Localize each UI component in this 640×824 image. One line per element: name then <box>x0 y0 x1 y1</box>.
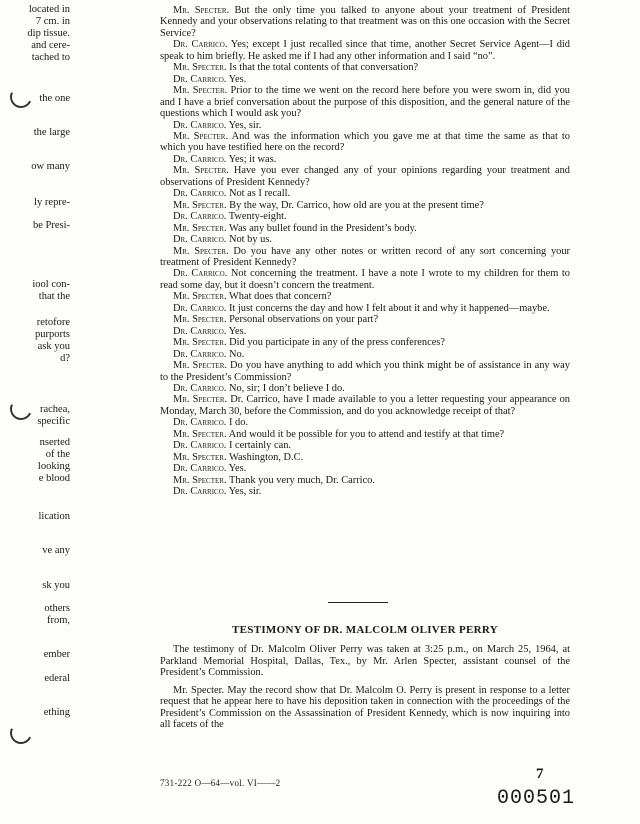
transcript-line <box>160 246 570 269</box>
fragment-line: purports <box>35 329 70 340</box>
transcript-line <box>160 85 570 119</box>
perry-opening-paragraph <box>160 685 570 731</box>
speech-text: No, sir; I don’t believe I do. <box>228 382 345 394</box>
margin-fragment <box>39 511 71 523</box>
transcript-line <box>160 394 570 417</box>
transcript-line <box>160 131 570 154</box>
margin-fragment <box>34 127 70 139</box>
margin-fragment <box>32 279 70 303</box>
fragment-line: d? <box>60 353 70 364</box>
speaker-name: Mr. Specter. <box>173 337 227 349</box>
transcript-line <box>160 383 570 394</box>
speech-text: And would it be possible for you to attend and testify at that time? <box>228 428 505 440</box>
transcript-line <box>160 5 570 39</box>
fragment-line: sk you <box>42 580 70 591</box>
fragment-line: iool con- <box>32 279 70 290</box>
speaker-name: Mr. Specter. <box>173 291 227 303</box>
section-heading: TESTIMONY OF DR. MALCOLM OLIVER PERRY <box>232 624 498 636</box>
speech-text: Did you participate in any of the press conferences? <box>229 337 445 349</box>
speech-text: Yes. <box>228 73 247 85</box>
speaker-name: Dr. Carrico. <box>173 325 227 337</box>
speech-text: Was any bullet found in the President’s body. <box>228 222 417 234</box>
transcript-line <box>160 452 570 463</box>
transcript-line <box>160 39 570 62</box>
speaker-name: Dr. Carrico. <box>173 486 227 498</box>
speaker-name: Mr. Specter. <box>173 130 229 142</box>
speaker-name: Dr. Carrico. <box>173 119 227 131</box>
speaker-name: Mr. Specter. <box>173 165 229 177</box>
speaker-name: Mr. Specter. <box>173 360 227 372</box>
speech-text: But the only time you talked to anyone about your treatment of President Kennedy and your observations relating to that treatment was on this one occasion with the Secret Service? <box>160 5 570 39</box>
intro-paragraph: The testimony of Dr. Malcolm Oliver Perry was taken at 3:25 p.m., on March 25, 1964, at Parkland Memorial Hospital, Dallas, Tex., by Mr. Arlen Specter, assistant counsel of the President’s Commission. <box>160 644 570 678</box>
transcript-line <box>160 326 570 337</box>
speaker-name: Dr. Carrico. <box>173 302 227 314</box>
speech-text: Washington, D.C. <box>228 451 304 463</box>
speech-text: Dr. Carrico, have I made available to you a letter requesting your appearance on Monday, March 30, before the Commission, and do you acknowledge receipt of that? <box>160 394 570 417</box>
speaker-name: Dr. Carrico. <box>173 382 227 394</box>
speaker-name: Mr. Specter. <box>173 199 227 211</box>
speaker-name: Dr. Carrico. <box>173 39 228 51</box>
fragment-line: ederal <box>44 673 70 684</box>
fragment-line: located in <box>28 4 70 15</box>
transcript-line <box>160 463 570 474</box>
fragment-line: ve any <box>42 545 70 556</box>
speaker-name: Dr. Carrico. <box>173 188 227 200</box>
speech-text: No. <box>228 348 245 360</box>
fragment-line: that the <box>38 291 70 302</box>
margin-fragment <box>34 197 70 209</box>
speech-text: Yes. <box>228 325 247 337</box>
speech-text: I certainly can. <box>228 440 291 452</box>
speaker-name: Mr. Specter. <box>173 474 227 486</box>
fragment-line: ember <box>43 649 70 660</box>
transcript-line <box>160 291 570 302</box>
transcript-body <box>160 5 570 497</box>
fragment-line: from, <box>46 615 70 626</box>
fragment-line: ly repre- <box>34 197 70 208</box>
speaker-name: Dr. Carrico. <box>173 463 227 475</box>
fragment-line: rachea, <box>39 404 70 415</box>
document-number: 000501 <box>497 787 576 810</box>
transcript-line <box>160 303 570 314</box>
fragment-line: lication <box>38 511 70 522</box>
speech-text: Have you ever changed any of your opinions regarding your treatment and observations of President Kennedy? <box>160 165 570 188</box>
fragment-line: the large <box>33 127 70 138</box>
speaker-name: Dr. Carrico. <box>173 234 227 246</box>
transcript-line <box>160 154 570 165</box>
fragment-line: of the <box>45 449 70 460</box>
speaker-name: Mr. Specter. <box>173 314 227 326</box>
fragment-line: nserted <box>39 437 70 448</box>
margin-fragment <box>39 93 70 105</box>
fragment-line: ask you <box>37 341 70 352</box>
speaker-name: Mr. Specter. <box>173 245 229 257</box>
margin-fragment <box>31 161 70 173</box>
speaker-name: Dr. Carrico. <box>173 211 227 223</box>
margin-fragment <box>37 404 70 428</box>
speech-text: Personal observations on your part? <box>229 314 379 326</box>
speech-text: Not by us. <box>228 234 272 246</box>
margin-fragment <box>38 437 70 485</box>
transcript-line <box>160 429 570 440</box>
transcript-line <box>160 486 570 497</box>
transcript-line <box>160 360 570 383</box>
speech-text: What does that concern? <box>228 291 332 303</box>
speech-text: I do. <box>228 417 249 429</box>
speech-text: Yes. <box>228 463 247 475</box>
speech-text: Not concerning the treatment. I have a note I wrote to my children for them to read some day, but it doesn’t concern the treatment. <box>160 268 570 291</box>
margin-fragment <box>27 4 70 64</box>
speech-text: Yes, sir. <box>228 119 262 131</box>
fragment-line: 7 cm. in <box>35 16 70 27</box>
speech-text: And was the information which you gave me at that time the same as that to which you have testified here on the record? <box>160 130 571 154</box>
speech-text: Not as I recall. <box>228 188 291 200</box>
speech-text: May the record show that Dr. Malcolm O. Perry is present in response to a letter request that he appear here to have his deposition taken in connection with the proceedings of the President’s Commission on the Assassination of President Kennedy, which is now inquiring into all facets of the <box>160 684 570 730</box>
speech-text: Yes; it was. <box>228 153 277 165</box>
margin-fragment <box>44 707 70 719</box>
speaker-name: Dr. Carrico. <box>173 348 227 360</box>
speaker-name: Mr. Specter. <box>173 684 225 696</box>
transcript-line <box>160 337 570 348</box>
fragment-line: and cere- <box>31 40 70 51</box>
transcript-line <box>160 417 570 428</box>
page-number: 7 <box>536 766 544 782</box>
fragment-line: e blood <box>38 473 70 484</box>
speaker-name: Mr. Specter. <box>173 62 227 74</box>
print-code: 731-222 O—64—vol. VI——2 <box>160 778 281 788</box>
speaker-name: Mr. Specter. <box>173 5 230 16</box>
margin-fragment <box>44 603 70 627</box>
speech-text: It just concerns the day and how I felt about it and why it happened—maybe. <box>228 302 550 314</box>
speaker-name: Dr. Carrico. <box>173 440 227 452</box>
margin-fragment <box>35 317 70 365</box>
fragment-line: others <box>44 603 70 614</box>
speaker-name: Mr. Specter. <box>173 428 227 440</box>
transcript-line <box>160 475 570 486</box>
transcript-line <box>160 188 570 199</box>
fragment-line: ething <box>43 707 70 718</box>
section-divider <box>328 602 388 603</box>
fragment-line: dip tissue. <box>27 28 70 39</box>
speech-text: Do you have anything to add which you think might be of assistance in any way to the President’s Commission? <box>160 360 570 383</box>
speaker-name: Mr. Specter. <box>173 394 228 406</box>
fragment-line: the one <box>39 93 70 104</box>
speech-text: Yes; except I just recalled since that time, another Secret Service Agent—I did speak to him briefly. He asked me if I had any other information and I said “no”. <box>160 39 570 62</box>
fragment-line: retofore <box>36 317 70 328</box>
fragment-line: ow many <box>31 161 70 172</box>
speaker-name: Mr. Specter. <box>173 85 228 97</box>
speech-text: Yes, sir. <box>228 486 262 498</box>
margin-fragment <box>44 673 70 685</box>
transcript-line <box>160 200 570 211</box>
transcript-line <box>160 165 570 188</box>
speaker-name: Dr. Carrico. <box>173 73 227 85</box>
transcript-line <box>160 211 570 222</box>
margin-fragment <box>33 220 70 232</box>
speaker-name: Dr. Carrico. <box>173 268 228 280</box>
transcript-line <box>160 223 570 234</box>
transcript-line <box>160 440 570 451</box>
fragment-line: be Presi- <box>32 220 70 231</box>
margin-fragment <box>42 545 70 557</box>
speaker-name: Dr. Carrico. <box>173 417 227 429</box>
speech-text: Thank you very much, Dr. Carrico. <box>228 474 375 486</box>
fragment-line: looking <box>37 461 70 472</box>
perry-testimony-intro <box>160 644 570 737</box>
speaker-name: Mr. Specter. <box>173 451 227 463</box>
speech-text: Is that the total contents of that conversation? <box>229 62 419 74</box>
margin-fragment <box>42 580 70 592</box>
transcript-line <box>160 314 570 325</box>
speaker-name: Mr. Specter. <box>173 222 227 234</box>
transcript-line <box>160 62 570 73</box>
speech-text: Twenty-eight. <box>228 211 287 223</box>
margin-fragment <box>44 649 70 661</box>
transcript-line <box>160 234 570 245</box>
transcript-line <box>160 349 570 360</box>
speech-text: Do you have any other notes or written record of any sort concerning your treatment of President Kennedy? <box>160 245 570 268</box>
fragment-line: specific <box>37 416 70 427</box>
transcript-line <box>160 120 570 131</box>
speaker-name: Dr. Carrico. <box>173 153 227 165</box>
transcript-line <box>160 268 570 291</box>
transcript-line <box>160 74 570 85</box>
speech-text: By the way, Dr. Carrico, how old are you at the present time? <box>229 199 484 211</box>
fragment-line: tached to <box>31 52 70 63</box>
speech-text: Prior to the time we went on the record here before you were sworn in, did you and I have a brief conversation about the purpose of this disposition, and the general nature of the questions which I would ask you? <box>160 85 570 120</box>
